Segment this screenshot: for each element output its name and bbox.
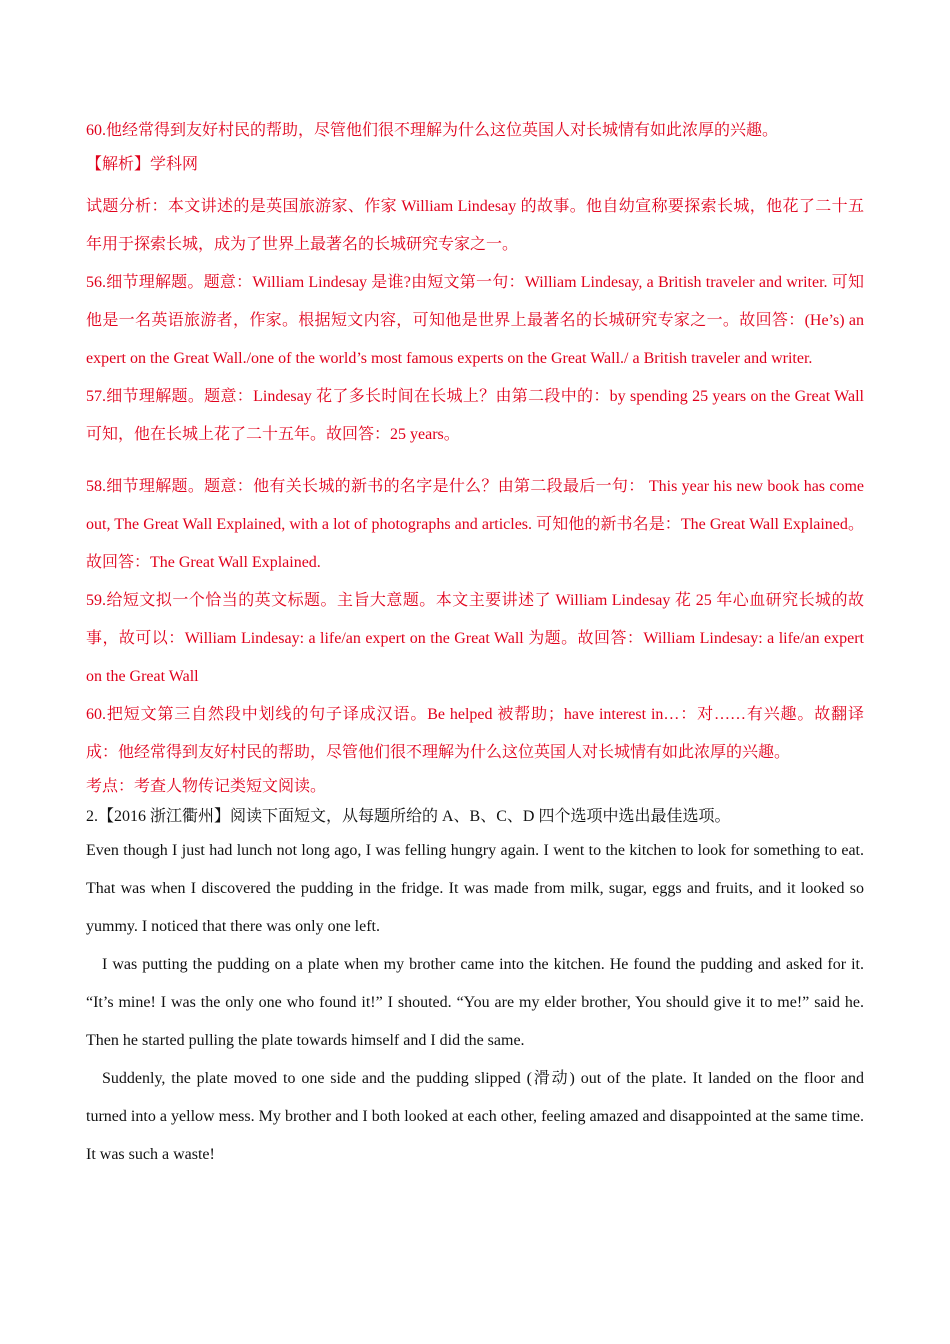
document-content [86,112,864,1174]
q60-explanation: 60.把短文第三自然段中划线的句子译成汉语。Be helped 被帮助；have interest in…：对……有兴趣。故翻译成：他经常得到友好村民的帮助，尽管他们很不理解为什么这位英国人对长城情有如此浓厚的兴趣。 [86,706,864,761]
q58-explanation: 58.细节理解题。题意：他有关长城的新书的名字是什么？由第二段最后一句： This year his new book has come out, The Great Wall Explained, with a lot of photographs and articles. 可知他的新书名是：The Great Wall Explained。故回答：The Great Wall Explained. [86,478,864,571]
kaodian-line: 考点：考查人物传记类短文阅读。 [86,778,327,795]
question-2-header: 2.【2016 浙江衢州】阅读下面短文，从每题所给的 A、B、C、D 四个选项中选出最佳选项。 [86,808,731,825]
analysis-paragraph: 试题分析：本文讲述的是英国旅游家、作家 William Lindesay 的故事。他自幼宣称要探索长城，他花了二十五年用于探索长城，成为了世界上最著名的长城研究专家之一。 [86,198,864,253]
q60-answer: 60.他经常得到友好村民的帮助，尽管他们很不理解为什么这位英国人对长城情有如此浓厚的兴趣。 [86,122,779,139]
spacer [86,454,864,468]
jiexi-label: 【解析】学科网 [86,156,199,173]
passage-paragraph-3: Suddenly, the plate moved to one side and the pudding slipped (滑动) out of the plate. It landed on the floor and turned into a yellow mess. My brother and I both looked at each other, feeling amazed and disappointed at the same time. It was such a waste! [86,1070,864,1163]
passage-paragraph-1: Even though I just had lunch not long ago, I was felling hungry again. I went to the kitchen to look for something to eat. That was when I discovered the pudding in the fridge. It was made from milk, sugar, eggs and fruits, and it looked so yummy. I noticed that there was only one left. [86,842,864,935]
q57-explanation: 57.细节理解题。题意：Lindesay 花了多长时间在长城上？由第二段中的：by spending 25 years on the Great Wall 可知，他在长城上花了二十五年。故回答：25 years。 [86,388,864,443]
q59-explanation: 59.给短文拟一个恰当的英文标题。主旨大意题。本文主要讲述了 William Lindesay 花 25 年心血研究长城的故事，故可以：William Lindesay: a life/an expert on the Great Wall 为题。故回答：William Lindesay: a life/an expert on the Great Wall [86,592,864,685]
q56-explanation: 56.细节理解题。题意：William Lindesay 是谁?由短文第一句：William Lindesay, a British traveler and writer. 可知他是一名英语旅游者，作家。根据短文内容，可知他是世界上最著名的长城研究专家之一。故回答：(He’s) an expert on the Great Wall./one of the world’s most famous experts on the Great Wall./ a British traveler and writer. [86,274,864,367]
spacer [86,180,864,188]
passage-paragraph-2: I was putting the pudding on a plate when my brother came into the kitchen. He found the pudding and asked for it. “It’s mine! I was the only one who found it!” I shouted. “You are my elder brother, You should give it to me!” said he. Then he started pulling the plate towards himself and I did the same. [86,956,864,1049]
